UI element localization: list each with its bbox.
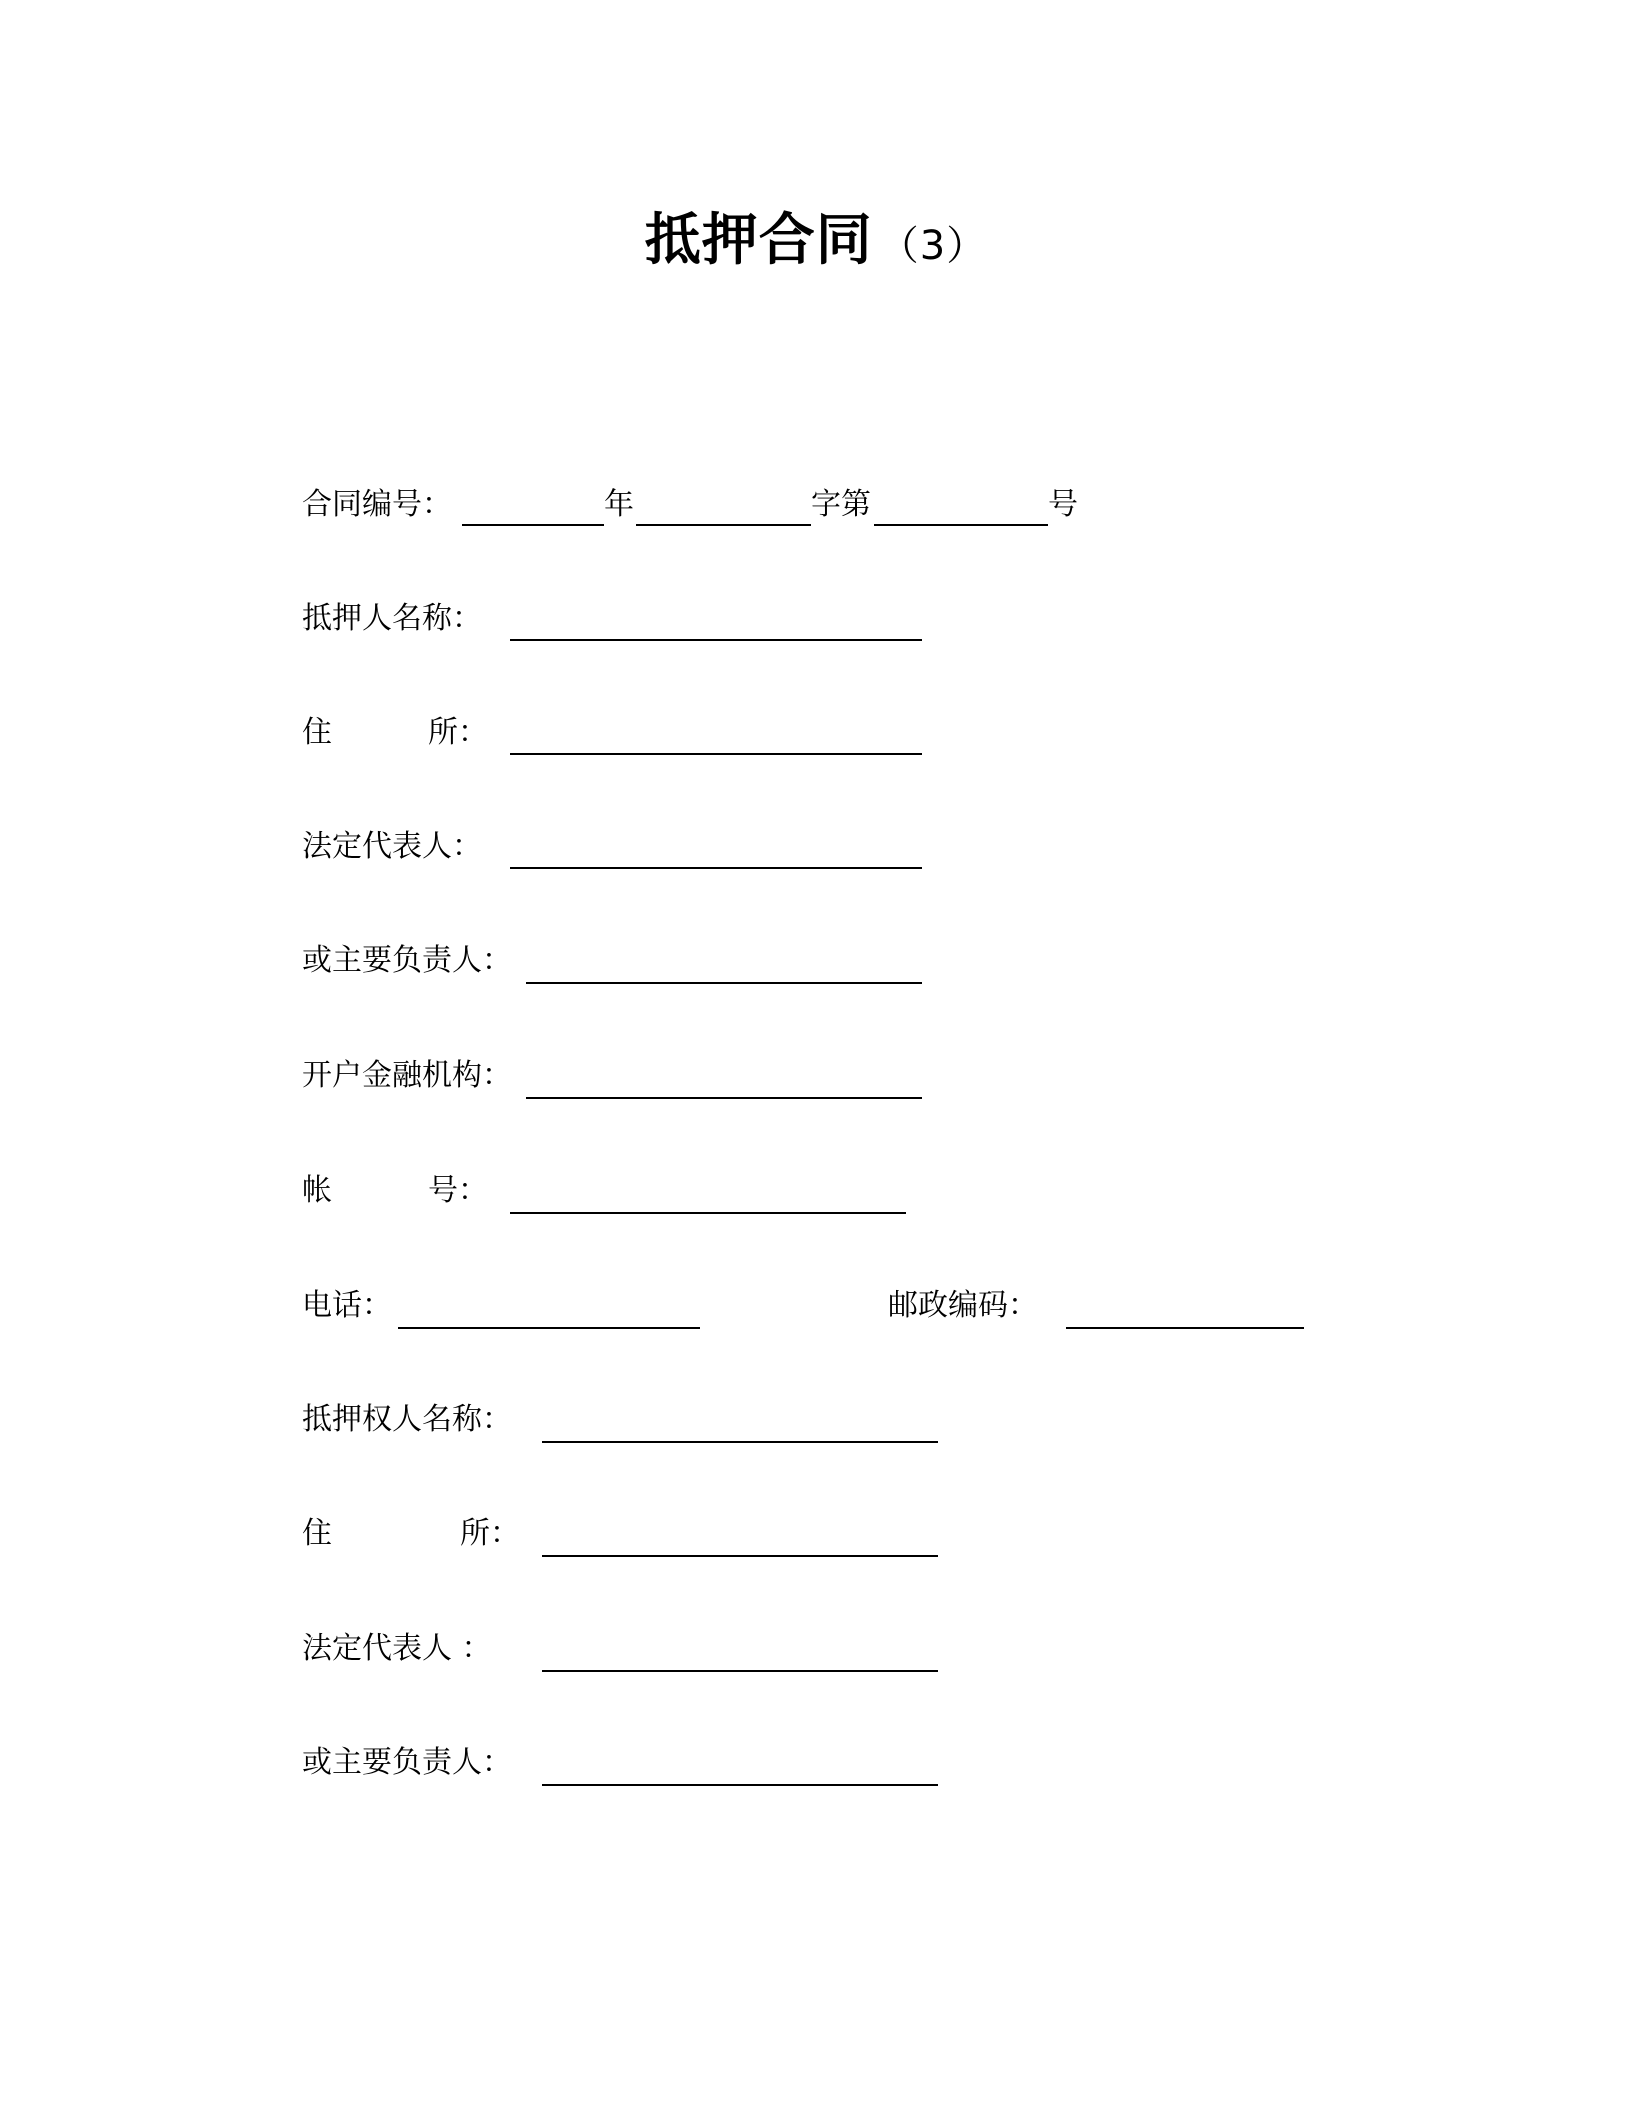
contract-no-label: 合同编号： xyxy=(302,487,452,522)
contract-no-number-field[interactable] xyxy=(874,524,1048,526)
mortgagee-legal-rep-label: 法定代表人 ： xyxy=(302,1631,492,1666)
mortgagor-postcode-label: 邮政编码： xyxy=(888,1288,1038,1323)
contract-no-year-field[interactable] xyxy=(462,524,604,526)
mortgagor-principal-field[interactable] xyxy=(526,982,922,984)
mortgagor-address-label-a: 住 xyxy=(302,715,332,750)
mortgagor-phone-field[interactable] xyxy=(398,1327,700,1329)
title-text: 抵押合同 xyxy=(644,208,873,273)
mortgagor-address-field[interactable] xyxy=(510,753,922,755)
mortgagee-address-label-a: 住 xyxy=(302,1516,332,1551)
mortgagor-address-label-b: 所： xyxy=(428,715,488,750)
mortgagor-legal-rep-label: 法定代表人： xyxy=(302,829,482,864)
mortgagor-postcode-field[interactable] xyxy=(1066,1327,1304,1329)
mortgagor-name-label: 抵押人名称： xyxy=(302,601,482,636)
contract-no-zidi-text: 字第 xyxy=(811,487,871,522)
mortgagee-principal-field[interactable] xyxy=(542,1784,938,1786)
mortgagor-account-label-a: 帐 xyxy=(302,1173,332,1208)
document-title xyxy=(0,196,1632,276)
mortgagor-bank-label: 开户金融机构： xyxy=(302,1058,512,1093)
mortgagee-principal-label: 或主要负责人： xyxy=(302,1745,512,1780)
mortgagee-address-field[interactable] xyxy=(542,1555,938,1557)
contract-no-year-text: 年 xyxy=(604,487,634,522)
mortgagee-name-label: 抵押权人名称： xyxy=(302,1402,512,1437)
mortgagor-legal-rep-field[interactable] xyxy=(510,867,922,869)
mortgagor-principal-label: 或主要负责人： xyxy=(302,943,512,978)
mortgagee-address-label-b: 所： xyxy=(460,1516,520,1551)
mortgagor-bank-field[interactable] xyxy=(526,1097,922,1099)
mortgagor-name-field[interactable] xyxy=(510,639,922,641)
mortgagor-account-field[interactable] xyxy=(510,1212,906,1214)
mortgagor-phone-label: 电话： xyxy=(302,1288,392,1323)
mortgagor-account-label-b: 号： xyxy=(428,1173,488,1208)
title-suffix: （3） xyxy=(878,223,988,269)
mortgagee-legal-rep-field[interactable] xyxy=(542,1670,938,1672)
contract-no-hao-text: 号 xyxy=(1048,487,1078,522)
contract-no-zi-field[interactable] xyxy=(636,524,811,526)
mortgagee-name-field[interactable] xyxy=(542,1441,938,1443)
